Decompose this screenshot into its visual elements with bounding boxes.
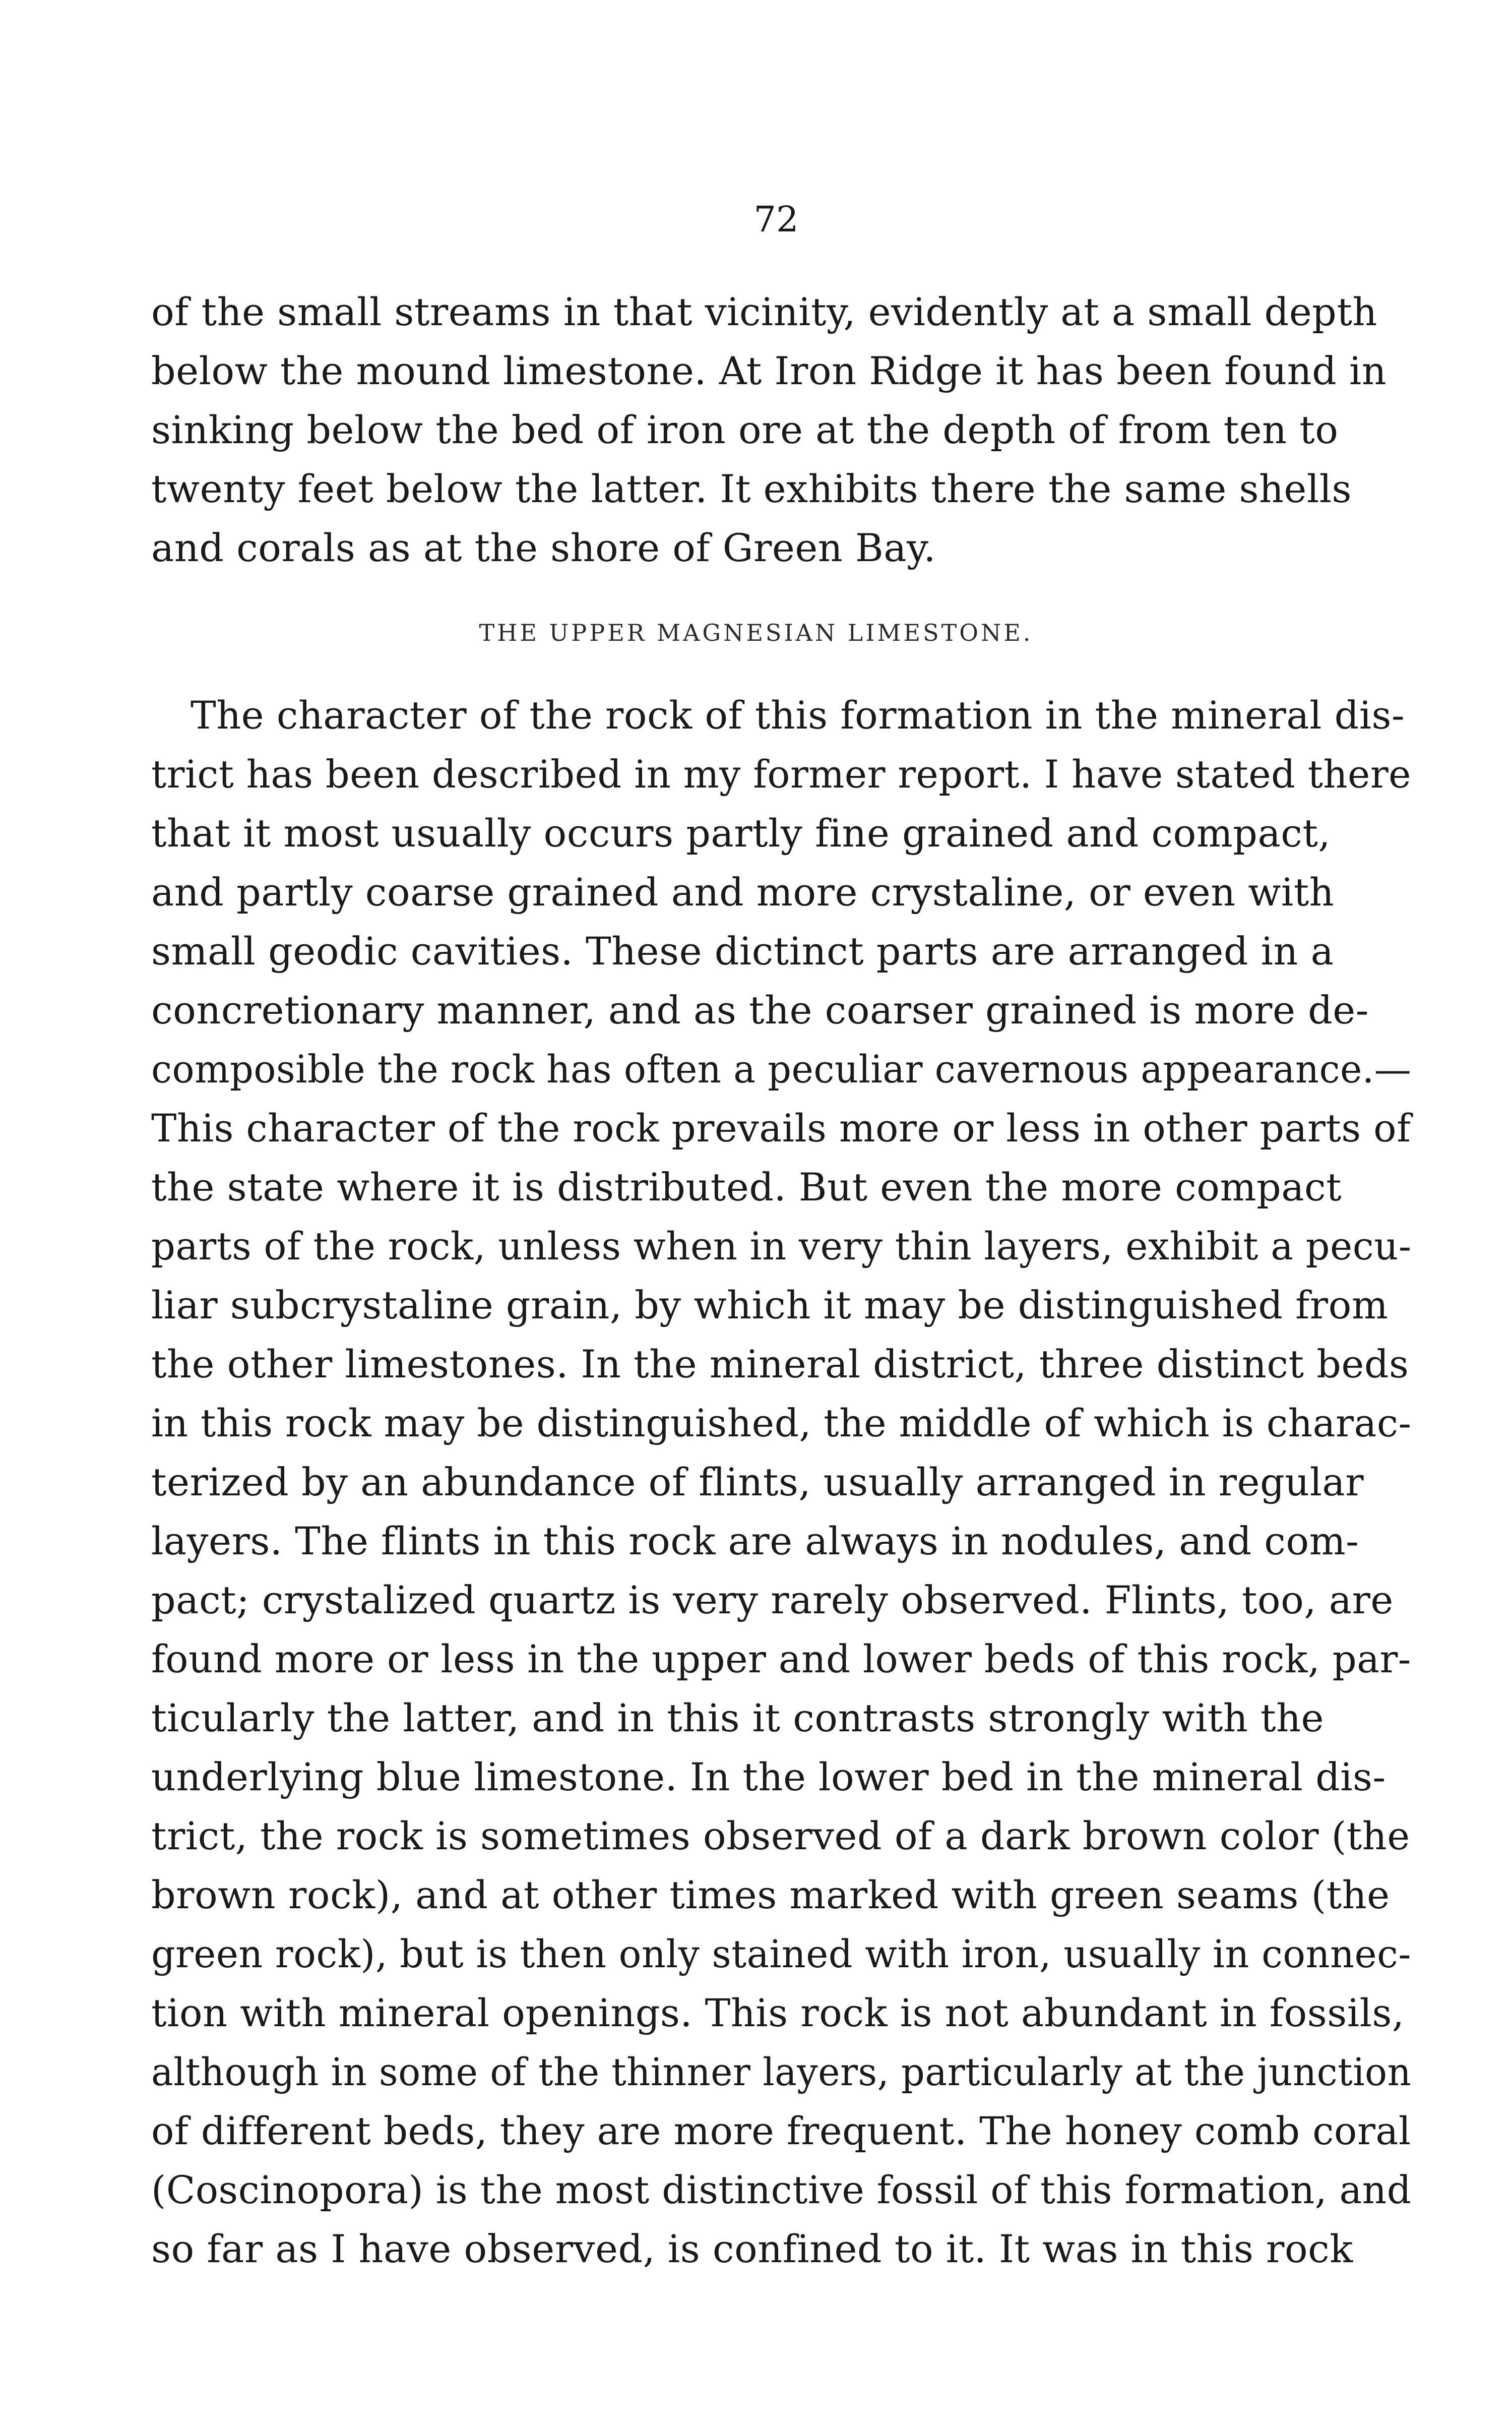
text-line: found more or less in the upper and lower beds of this rock, par- <box>151 1637 1411 1681</box>
text-line: that it most usually occurs partly fine grained and compact, <box>151 811 1331 856</box>
text-line: so far as I have observed, is confined to it. It was in this rock <box>151 2226 1353 2271</box>
text-line: pact; crystalized quartz is very rarely observed. Flints, too, are <box>151 1578 1394 1622</box>
text-line: terized by an abundance of flints, usually arranged in regular <box>151 1460 1364 1504</box>
text-line: in this rock may be distinguished, the middle of which is charac- <box>151 1401 1412 1445</box>
page-number: 72 <box>753 199 799 240</box>
text-line: layers. The flints in this rock are always in nodules, and com- <box>151 1519 1359 1563</box>
text-line: The character of the rock of this formation in the mineral dis- <box>191 693 1405 738</box>
text-line: of different beds, they are more frequent. The honey comb coral <box>151 2108 1411 2153</box>
text-line: green rock), but is then only stained with iron, usually in connec- <box>151 1931 1411 1976</box>
text-line: (Coscinopora) is the most distinctive fossil of this formation, and <box>151 2167 1412 2212</box>
text-line: tion with mineral openings. This rock is not abundant in fossils, <box>151 1990 1405 2035</box>
text-line: sinking below the bed of iron ore at the depth of from ten to <box>151 407 1339 452</box>
text-line: trict has been described in my former report. I have stated there <box>151 752 1411 797</box>
text-line: liar subcrystaline grain, by which it may be distinguished from <box>151 1283 1389 1327</box>
text-line: trict, the rock is sometimes observed of a dark brown color (the <box>151 1813 1410 1858</box>
text-line: This character of the rock prevails more or less in other parts of <box>151 1106 1411 1151</box>
text-line: twenty feet below the latter. It exhibits there the same shells <box>151 466 1352 511</box>
text-line: below the mound limestone. At Iron Ridge it has been found in <box>151 348 1387 393</box>
text-line: of the small streams in that vicinity, evidently at a small depth <box>151 289 1377 334</box>
text-line: small geodic cavities. These dictinct parts are arranged in a <box>151 929 1334 974</box>
section-heading: THE UPPER MAGNESIAN LIMESTONE. <box>479 619 1033 646</box>
text-line: concretionary manner, and as the coarser grained is more de- <box>151 988 1369 1033</box>
text-line: although in some of the thinner layers, particularly at the junction <box>151 2049 1412 2094</box>
text-line: parts of the rock, unless when in very thin layers, exhibit a pecu- <box>151 1224 1412 1268</box>
text-line: the state where it is distributed. But even the more compact <box>151 1165 1342 1209</box>
paragraph-continued <box>151 282 1411 577</box>
paragraph-main <box>151 686 1411 2278</box>
text-line: ticularly the latter, and in this it contrasts strongly with the <box>151 1696 1324 1740</box>
text-line: the other limestones. In the mineral district, three distinct beds <box>151 1342 1409 1386</box>
text-line: and corals as at the shore of Green Bay. <box>151 525 936 570</box>
text-line: brown rock), and at other times marked with green seams (the <box>151 1872 1390 1917</box>
text-line: and partly coarse grained and more crystaline, or even with <box>151 870 1335 915</box>
text-line: underlying blue limestone. In the lower bed in the mineral dis- <box>151 1754 1386 1799</box>
text-line: composible the rock has often a peculiar cavernous appearance.— <box>151 1047 1412 1092</box>
